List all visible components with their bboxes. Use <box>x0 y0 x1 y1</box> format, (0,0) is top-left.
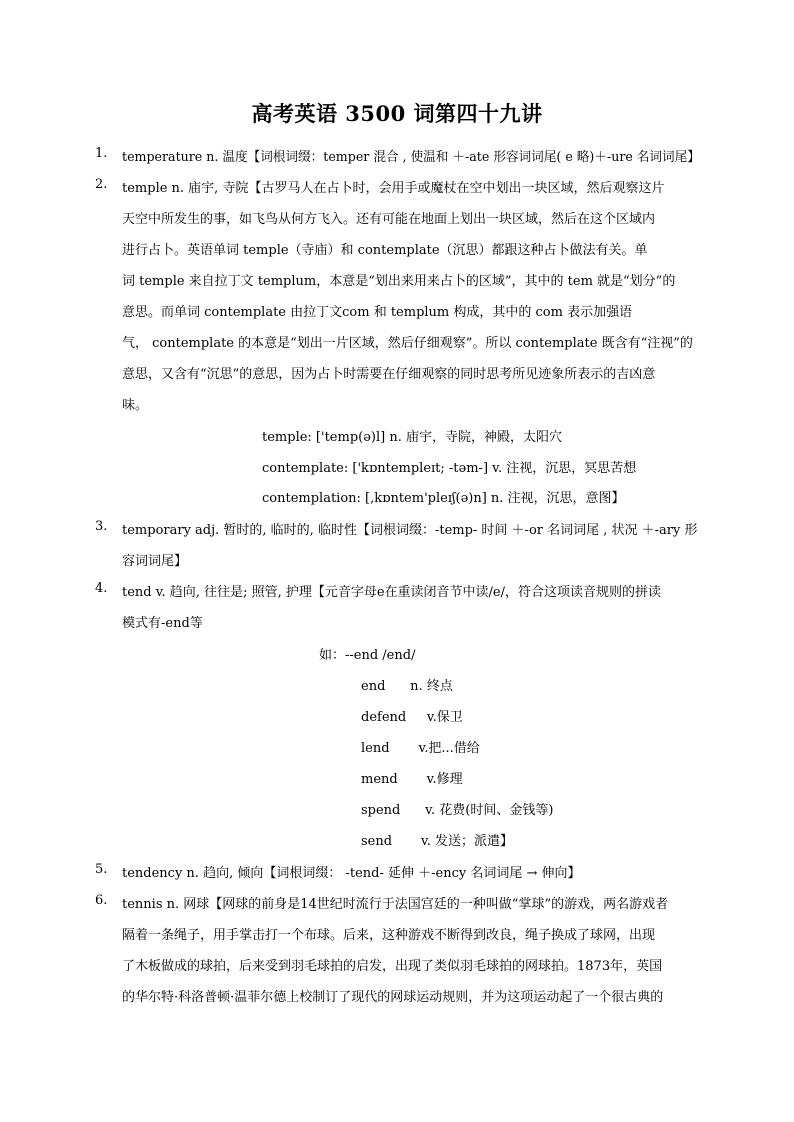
entry-number: 5. <box>95 862 108 877</box>
entry-line: 味。 <box>122 398 149 413</box>
entry-line: tend v. 趋向, 往往是; 照管, 护理【元音字母e在重读闭音节中读/e/，符合这项读音规则的拼读 <box>122 585 661 600</box>
entry-line: 进行占卜。英语单词 temple（寺庙）和 contemplate（沉思）都跟这种占卜做法有关。单 <box>122 243 648 258</box>
word-definition: temple: ['temp(ə)l] n. 庙宇，寺院，神殿，太阳穴 <box>262 430 562 445</box>
entry-number: 4. <box>95 581 108 596</box>
entry-line: 隔着一条绳子，用手掌击打一个布球。后来，这种游戏不断得到改良，绳子换成了球网，出现 <box>122 928 656 943</box>
example-word: end n. 终点 <box>361 679 453 694</box>
entry-line: temple n. 庙宇, 寺院【古罗马人在占卜时，会用手或魔杖在空中划出一块区域，然后观察这片 <box>122 181 665 196</box>
entry-line: 模式有-end等 <box>122 616 203 631</box>
entry-line: 了木板做成的球拍，后来受到羽毛球拍的启发，出现了类似羽毛球拍的网球拍。1873年，英国 <box>122 959 663 974</box>
example-heading: 如：--end /end/ <box>319 648 416 663</box>
example-word: mend v.修理 <box>361 772 463 787</box>
entry-line: 气， contemplate 的本意是“划出一片区域，然后仔细观察”。所以 contemplate 既含有“注视”的 <box>122 336 693 351</box>
entry-line: 意思。而单词 contemplate 由拉丁文com 和 templum 构成，其中的 com 表示加强语 <box>122 305 633 320</box>
entry-line: 意思，又含有“沉思”的意思，因为占卜时需要在仔细观察的同时思考所见迹象所表示的吉凶意 <box>122 367 656 382</box>
example-word: defend v.保卫 <box>361 710 463 725</box>
page-title: 高考英语 3500 词第四十九讲 <box>251 101 543 126</box>
entry-line: tendency n. 趋向, 倾向【词根词缀： -tend- 延伸 ＋-ency 名词词尾 → 伸向】 <box>122 866 581 881</box>
entry-number: 6. <box>95 893 108 908</box>
example-word: send v. 发送；派遣】 <box>361 834 514 849</box>
example-word: spend v. 花费(时间、金钱等) <box>361 803 554 818</box>
entry-line: tennis n. 网球【网球的前身是14世纪时流行于法国宫廷的一种叫做“掌球”的游戏，两名游戏者 <box>122 897 669 912</box>
entry-line: 的华尔特·科洛普顿·温菲尔德上校制订了现代的网球运动规则，并为这项运动起了一个很古典的 <box>122 990 664 1005</box>
word-definition: contemplate: ['kɒntempleɪt; -təm-] v. 注视，沉思，冥思苦想 <box>262 461 637 476</box>
entry-number: 2. <box>95 177 108 192</box>
entry-line: temporary adj. 暂时的, 临时的, 临时性【词根词缀：-temp- 时间 ＋-or 名词词尾 , 状况 ＋-ary 形 <box>122 523 698 538</box>
example-word: lend v.把...借给 <box>361 741 480 756</box>
entry-line: 容词词尾】 <box>122 554 188 569</box>
entry-line: 词 temple 来自拉丁文 templum，本意是“划出来用来占卜的区域”，其中的 tem 就是“划分”的 <box>122 274 676 289</box>
entry-number: 1. <box>95 146 108 161</box>
entry-number: 3. <box>95 519 108 534</box>
entry-line: temperature n. 温度【词根词缀：temper 混合 , 使温和 ＋-ate 形容词词尾( e 略)＋-ure 名词词尾】 <box>122 150 700 165</box>
entry-line: 天空中所发生的事，如飞鸟从何方飞入。还有可能在地面上划出一块区域，然后在这个区域内 <box>122 212 656 227</box>
word-definition: contemplation: [,kɒntem'pleɪʃ(ə)n] n. 注视，沉思，意图】 <box>262 491 625 506</box>
